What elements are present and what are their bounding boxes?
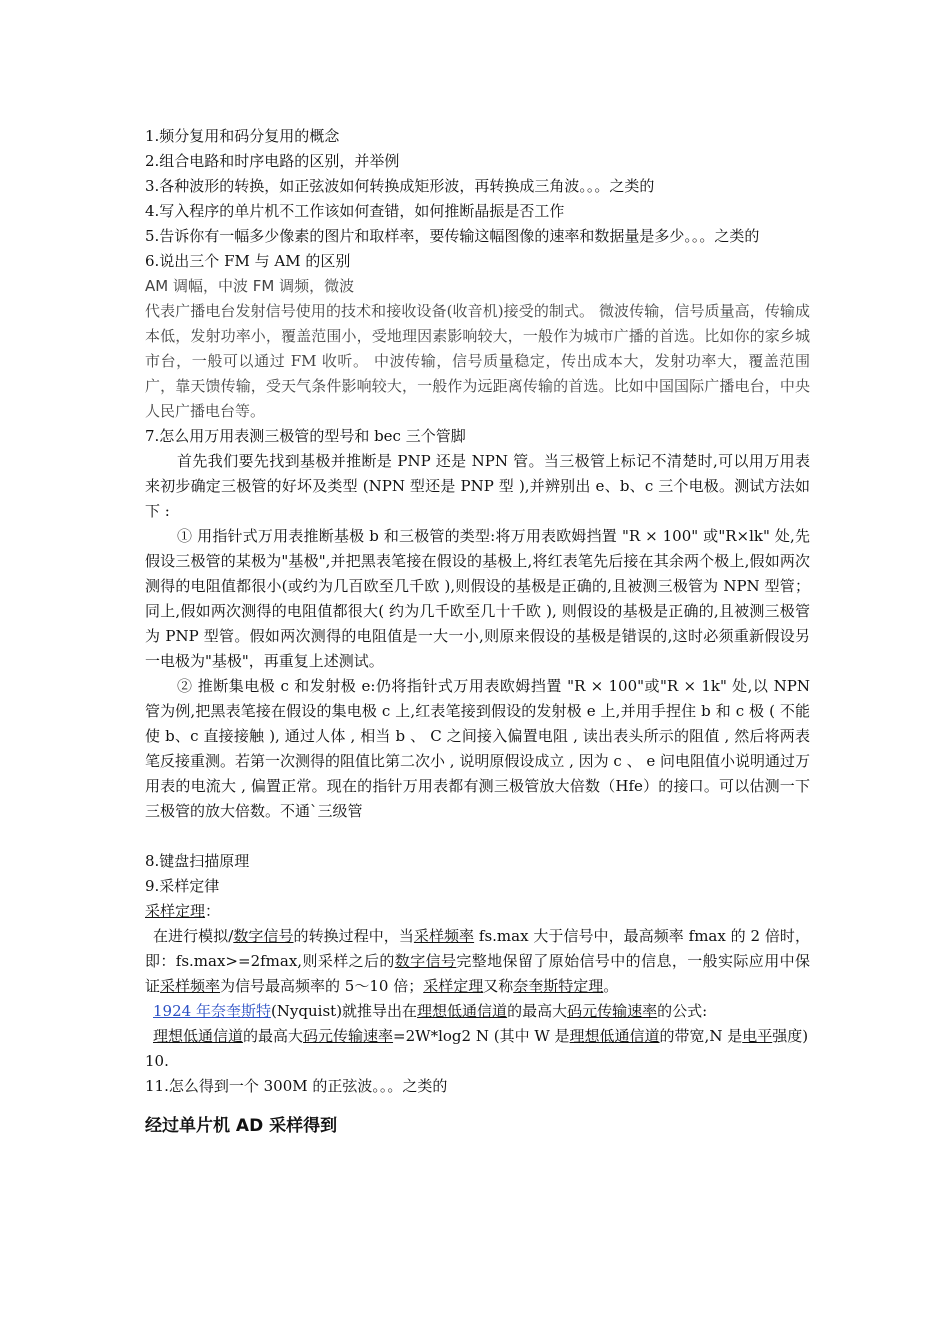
symbol-rate-link[interactable]: 码元传输速率 [303, 1027, 394, 1045]
digital-signal-link[interactable]: 数字信号 [233, 927, 294, 945]
question-8: 8.键盘扫描原理 [145, 852, 250, 870]
sampling-theorem-link[interactable]: 采样定理 [423, 977, 484, 995]
formula-paragraph [145, 1024, 810, 1049]
question-6-subtitle: AM 调幅，中波 FM 调频，微波 [145, 277, 355, 295]
digital-signal-link[interactable]: 数字信号 [394, 952, 457, 970]
ideal-lowpass-channel-link[interactable]: 理想低通信道 [153, 1027, 244, 1045]
level-link[interactable]: 电平 [742, 1027, 773, 1045]
text-span: 为信号最高频率的 5～10 倍； [220, 977, 424, 995]
question-9: 9.采样定律 [145, 877, 220, 895]
text-span: 。 [603, 977, 619, 995]
nyquist-theorem-link[interactable]: 奈奎斯特定理 [513, 977, 604, 995]
blank-line [145, 824, 810, 849]
nyquist-1924-link[interactable]: 1924 年奈奎斯特 [153, 1002, 271, 1020]
question-7-paragraph-3: ② 推断集电极 c 和发射极 e:仍将指针式万用表欧姆挡置 "R × 100"或"R × 1k" 处,以 NPN 管为例,把黑表笔接在假设的集电极 c 上,红表笔接到假设的发射极 e 上,并用手捏住 b 和 c 极 ( 不能使 b、c 直接接触 ), 通过人体 , 相当 b 、 C 之间接入偏置电阻 , 读出表头所示的阻值 , 然后将两表笔反接重测。若第一次测得的阻值比第二次小 , 说明原假设成立 , 因为 c 、 e 问电阻值小说明通过万用表的电流大 , 偏置正常。现在的指针万用表都有测三极管放大倍数（Hfe）的接口。可以估测一下三极管的放大倍数。不通`三级管 [145, 677, 810, 820]
text-span: =2W*log2 N (其中 W 是 [393, 1027, 570, 1045]
question-4: 4.写入程序的单片机不工作该如何查错，如何推断晶振是否工作 [145, 202, 565, 220]
question-7: 7.怎么用万用表测三极管的型号和 bec 三个管脚 [145, 427, 466, 445]
colon: ： [205, 902, 221, 920]
text-span: 的最高大 [243, 1027, 304, 1045]
text-span: 的带宽,N 是 [659, 1027, 743, 1045]
question-1: 1.频分复用和码分复用的概念 [145, 127, 340, 145]
sampling-theorem-link[interactable]: 采样定理 [145, 902, 206, 920]
sampling-frequency-link[interactable]: 采样频率 [413, 927, 475, 945]
text-span: 的转换过程中，当 [293, 927, 414, 945]
text-span: 又称 [483, 977, 514, 995]
ideal-lowpass-channel-link[interactable]: 理想低通信道 [417, 1002, 508, 1020]
question-7-paragraph-2: ① 用指针式万用表推断基极 b 和三极管的类型:将万用表欧姆挡置 "R × 100" 或"R×lk" 处,先假设三极管的某极为"基极",并把黑表笔接在假设的基极上,将红表笔先后接在其余两个极上,假如两次测得的电阻值都很小(或约为几百欧至几千欧 ),则假设的基极是正确的,且被测三极管为 NPN 型管；同上,假如两次测得的电阻值都很大( 约为几千欧至几十千欧 ), 则假设的基极是正确的,且被测三极管为 PNP 型管。假如两次测得的电阻值是一大一小,则原来假设的基极是错误的,这时必须重新假设另一电极为"基极"，再重复上述测试。 [145, 527, 810, 670]
sampling-theorem-paragraph [145, 924, 810, 999]
document-body [145, 124, 810, 1139]
question-7-paragraph-1: 首先我们要先找到基极并推断是 PNP 还是 NPN 管。当三极管上标记不清楚时,可以用万用表来初步确定三极管的好坏及类型 (NPN 型还是 PNP 型 ),并辨别出 e、b、c 三个电极。测试方法如下 : [145, 452, 810, 520]
sampling-theorem-heading [145, 899, 810, 924]
text-span: 的公式: [657, 1002, 708, 1020]
text-span: 在进行模拟/ [153, 927, 234, 945]
answer-heading: 经过单片机 AD 采样得到 [145, 1116, 338, 1136]
text-span: fs.max 大于信号中，最高频率 fmax 的 2 倍时，即：fs.max>=2fmax,则采样之后的 [145, 927, 810, 970]
text-span: (Nyquist)就推导出在 [270, 1002, 418, 1020]
nyquist-paragraph [145, 999, 810, 1024]
ideal-lowpass-channel-link[interactable]: 理想低通信道 [569, 1027, 660, 1045]
symbol-rate-link[interactable]: 码元传输速率 [567, 1002, 658, 1020]
question-11: 11.怎么得到一个 300M 的正弦波。。。之类的 [145, 1077, 448, 1095]
text-span: 强度) [772, 1027, 809, 1045]
text-span: 的最高大 [507, 1002, 568, 1020]
question-5: 5.告诉你有一幅多少像素的图片和取样率，要传输这幅图像的速率和数据量是多少。。。之类的 [145, 227, 760, 245]
question-2: 2.组合电路和时序电路的区别，并举例 [145, 152, 400, 170]
sampling-frequency-link[interactable]: 采样频率 [160, 977, 221, 995]
text-span: 完整地保留了原始信号中的信息，一般实际应用中保证 [145, 952, 810, 995]
question-3: 3.各种波形的转换，如正弦波如何转换成矩形波，再转换成三角波。。。之类的 [145, 177, 655, 195]
question-10: 10. [145, 1052, 169, 1070]
question-6-answer: 代表广播电台发射信号使用的技术和接收设备(收音机)接受的制式。 微波传输，信号质量高，传输成本低，发射功率小，覆盖范围小，受地理因素影响较大，一般作为城市广播的首选。比如你的家乡城市台，一般可以通过 FM 收听。 中波传输，信号质量稳定，传出成本大，发射功率大，覆盖范围广，靠天馈传输，受天气条件影响较大，一般作为远距离传输的首选。比如中国国际广播电台，中央人民广播电台等。 [145, 302, 810, 420]
question-6: 6.说出三个 FM 与 AM 的区别 [145, 252, 351, 270]
